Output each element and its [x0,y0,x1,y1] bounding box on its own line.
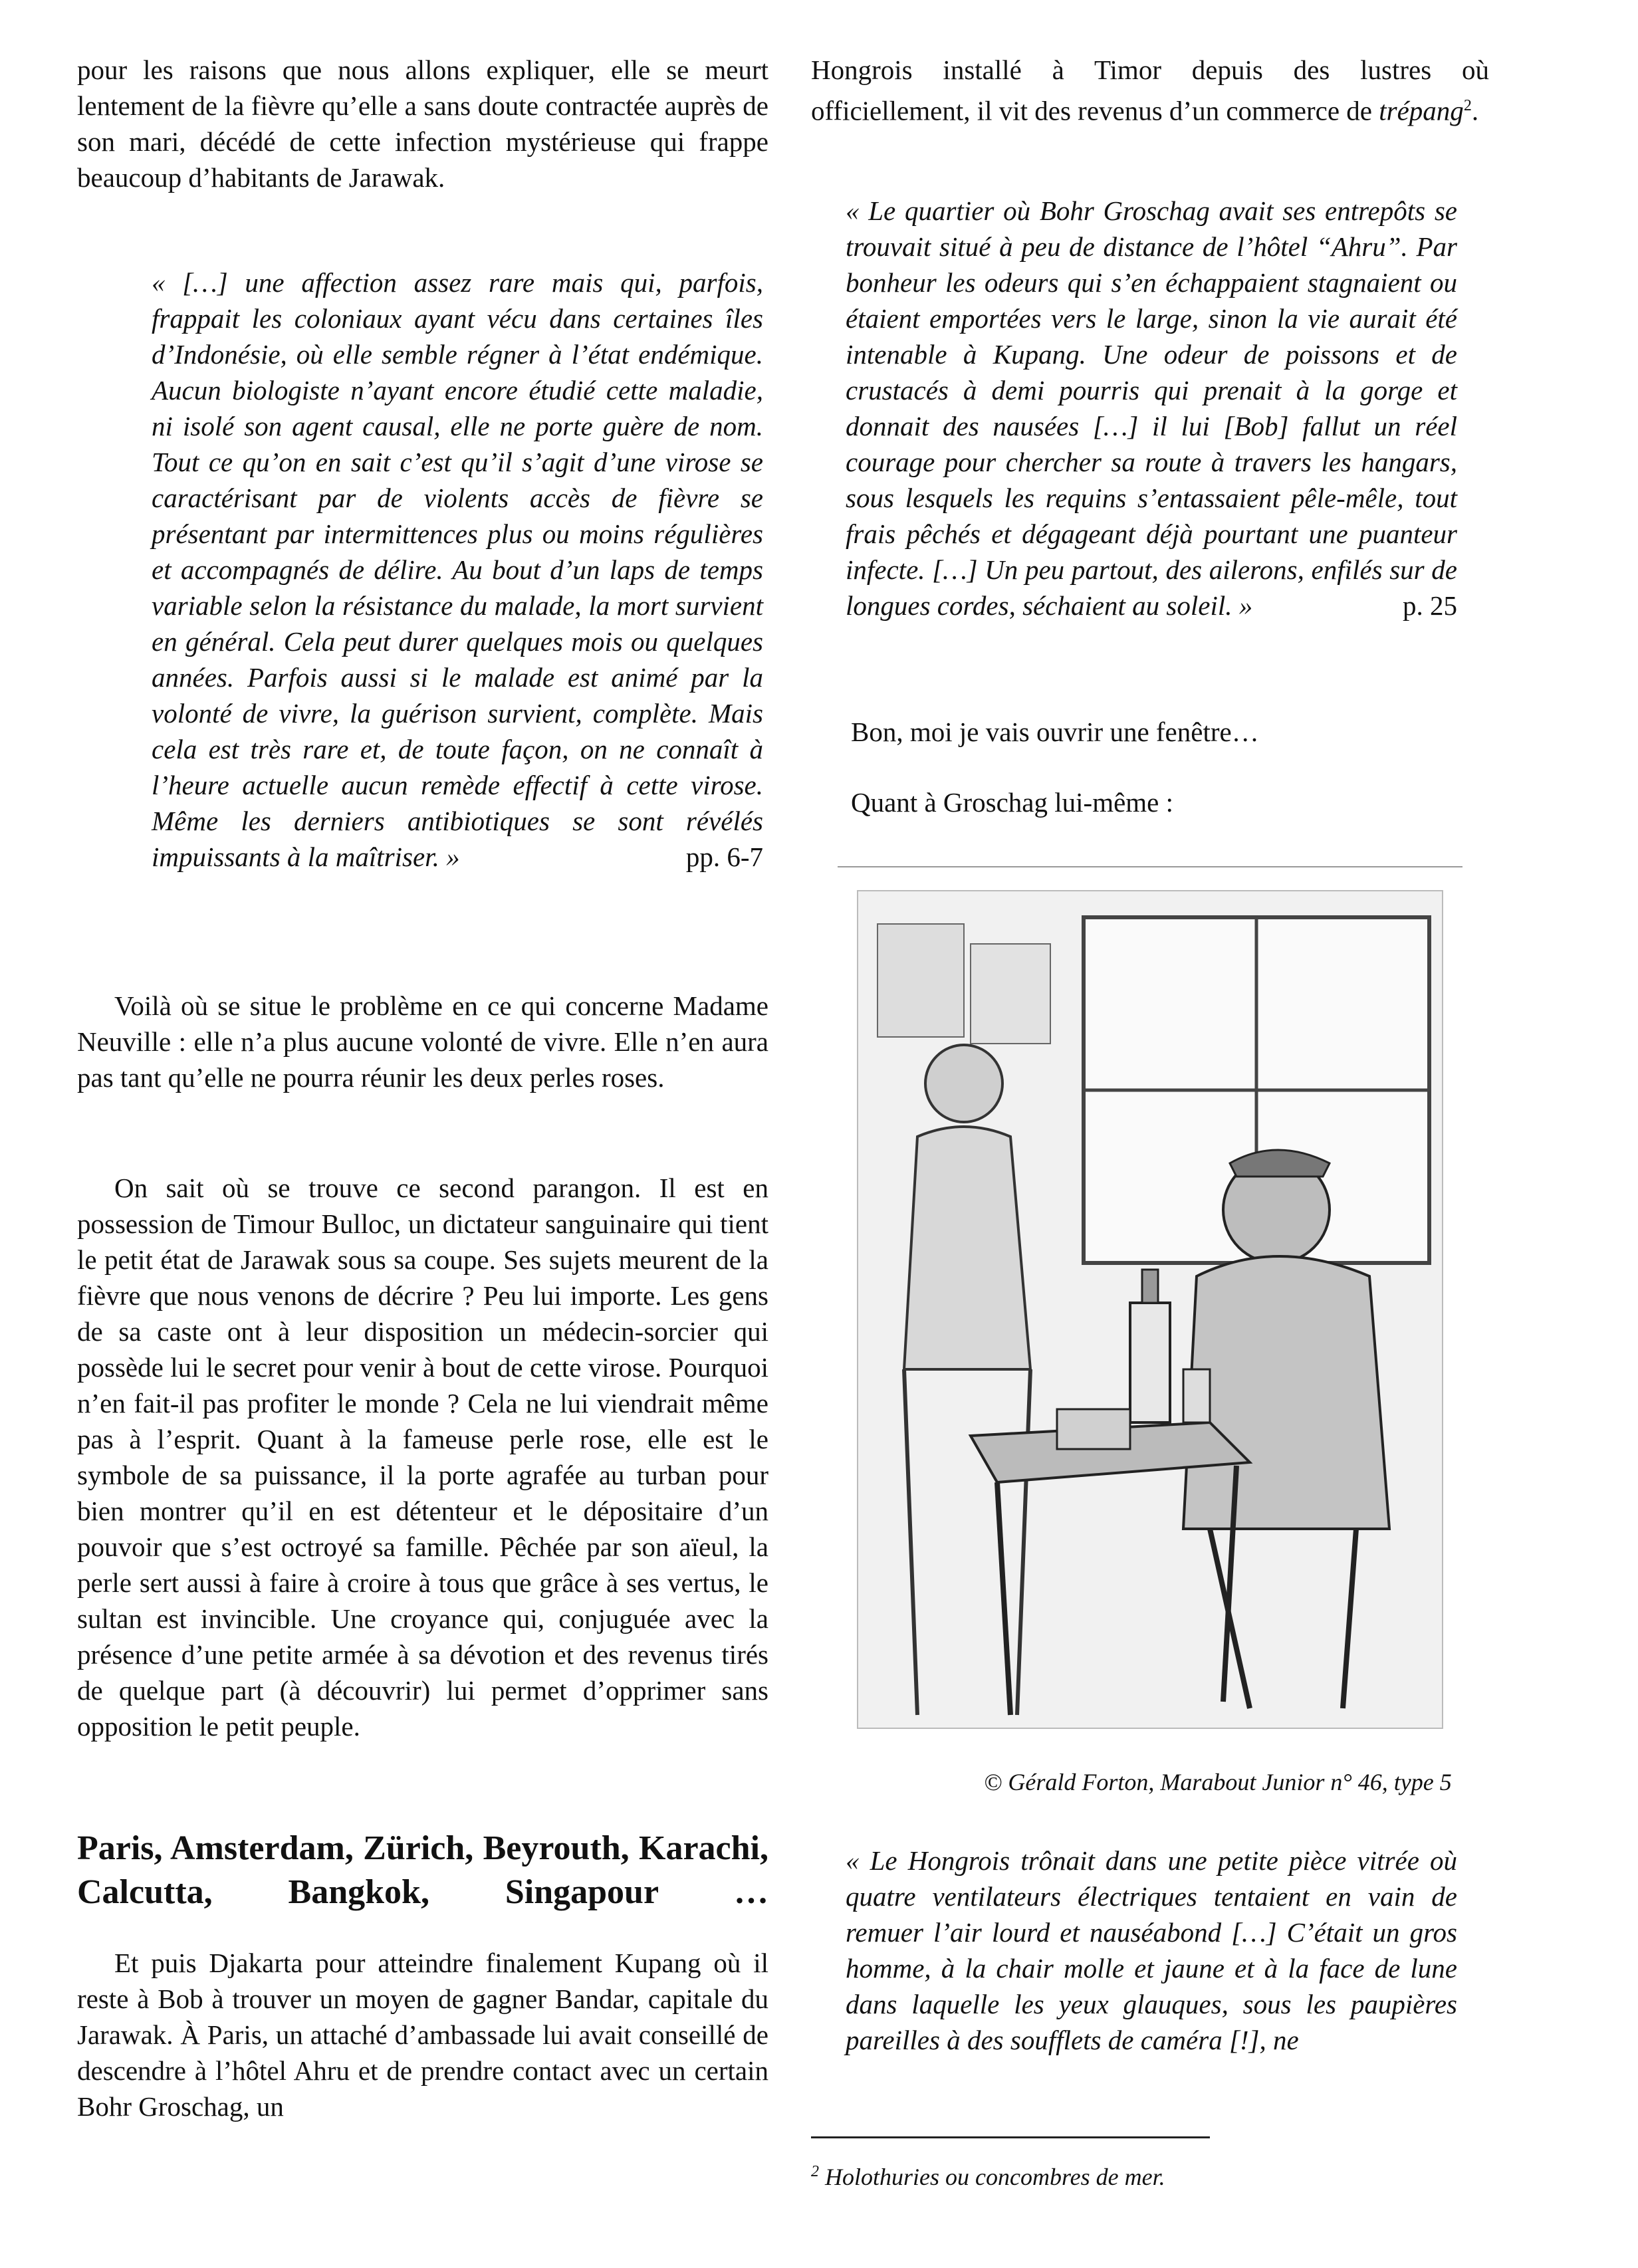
quote-quartier-ref: p. 25 [1403,590,1457,621]
illustration-groschag [838,864,1462,1755]
footnote-ref: 2 [1463,97,1472,114]
paragraph-bulloc: On sait où se trouve ce second parangon. Il est en possession de Timour Bulloc, un dictateur sanguinaire qui tient le petit état de Jarawak sous sa coupe. Ses sujets meurent de la fièvre que nous venons de décrire ? Peu lui importe. Les gens de sa caste ont à leur disposition un médecin-sorcier qui possède lui le secret pour venir à bout de cette virose. Pourquoi n’en fait-il pas profiter le monde ? Cela ne lui viendrait même pas à l’esprit. Quant à la fameuse perle rose, elle est le symbole de sa puissance, il la porte agrafée au turban pour bien montrer qu’il en est détenteur et le dépositaire d’un pouvoir que s’est octroyé sa famille. Pêchée par son aïeul, la perle sert aussi à faire à croire à tous que grâce à ses vertus, le sultan est invincible. Une croyance qui, conjuguée avec la présence d’une petite armée à sa dévotion et des revenus tirés de quelque part (à découvrir) lui permet d’opprimer sans opposition le petit peuple. [77,1173,768,1742]
paragraph-hongrois-end: . [1471,95,1479,126]
footnote [811,2163,1165,2191]
quote-virose [152,265,763,875]
trepang-word: trépang [1379,95,1464,126]
paragraph-neuville: Voilà où se situe le problème en ce qui concerne Madame Neuville : elle n’a plus aucune volonté de vivre. Elle n’en aura pas tant qu’elle ne pourra réunir les deux perles roses. [77,990,768,1093]
paragraph-intro: pour les raisons que nous allons expliquer, elle se meurt lentement de la fièvre qu’elle a sans doute contractée auprès de son mari, décédé de cette infection mystérieuse qui frappe beaucoup d’habitants de Jarawak. [77,55,768,193]
quote-virose-text: « […] une affection assez rare mais qui, parfois, frappait les coloniaux ayant vécu dans certaines îles d’Indonésie, où elle semble régner à l’état endémique. Aucun biologiste n’ayant encore étudié cette maladie, ni isolé son agent causal, elle ne porte guère de nom. Tout ce qu’on en sait c’est qu’il s’agit d’une virose se caractérisant par de violents accès de fièvre se présentant par intermittences plus ou moins régulières et accompagnés de délire. Au bout d’un laps de temps variable selon la résistance du malade, la mort survient en général. Cela peut durer quelques mois ou quelques années. Parfois aussi si le malade est animé par la volonté de vivre, la guérison survient, complète. Mais cela est très rare et, de toute façon, on ne connaît à l’heure actuelle aucun remède effectif à cette virose. Même les derniers antibiotiques se sont révélés impuissants à la maîtriser. » [152,267,763,872]
paragraph-groschag: Quant à Groschag lui-même : [851,787,1174,818]
paragraph-djakarta: Et puis Djakarta pour atteindre finalement Kupang où il reste à Bob à trouver un moyen de gagner Bandar, capitale du Jarawak. À Paris, un attaché d’ambassade lui avait conseillé de descendre à l’hôtel Ahru et de prendre contact avec un certain Bohr Groschag, un [77,1948,768,2122]
quote-quartier [846,193,1457,624]
footnote-number: 2 [811,2163,819,2180]
paragraph-hongrois [811,52,1489,129]
illustration-caption: © Gérald Forton, Marabout Junior n° 46, type 5 [984,1769,1452,1795]
paragraph-fenetre: Bon, moi je vais ouvrir une fenêtre… [851,717,1259,747]
quote-virose-ref: pp. 6-7 [685,842,763,872]
quote-hongrois: « Le Hongrois trônait dans une petite pièce vitrée où quatre ventilateurs électriques tentaient en vain de remuer l’air lourd et nauséabond […] C’était un gros homme, à la chair molle et jaune et à la face de lune dans laquelle les yeux glauques, sous les paupières pareilles à des soufflets de caméra [!], ne [846,1845,1457,2055]
paragraph-hongrois-text: Hongrois installé à Timor depuis des lustres où officiellement, il vit des revenus d’un commerce de [811,55,1489,126]
footnote-rule [811,2136,1210,2138]
section-heading: Paris, Amsterdam, Zürich, Beyrouth, Karachi, Calcutta, Bangkok, Singapour … [77,1829,768,1911]
quote-quartier-text: « Le quartier où Bohr Groschag avait ses entrepôts se trouvait situé à peu de distance de l’hôtel “Ahru”. Par bonheur les odeurs qui s’en échappaient stagnaient ou étaient emportées vers le large, sinon la vie aurait été intenable à Kupang. Une odeur de poissons et de crustacés à demi pourris qui prenait à la gorge et donnait des nausées […] il lui [Bob] fallut un réel courage pour chercher sa route à travers les hangars, sous lesquels les requins s’entassaient pêle-mêle, tout frais pêchés et dégageant déjà pourtant une puanteur infecte. […] Un peu partout, des ailerons, enfilés sur de longues cordes, séchaient au soleil. » [846,195,1457,621]
footnote-text: Holothuries ou concombres de mer. [825,2164,1165,2190]
